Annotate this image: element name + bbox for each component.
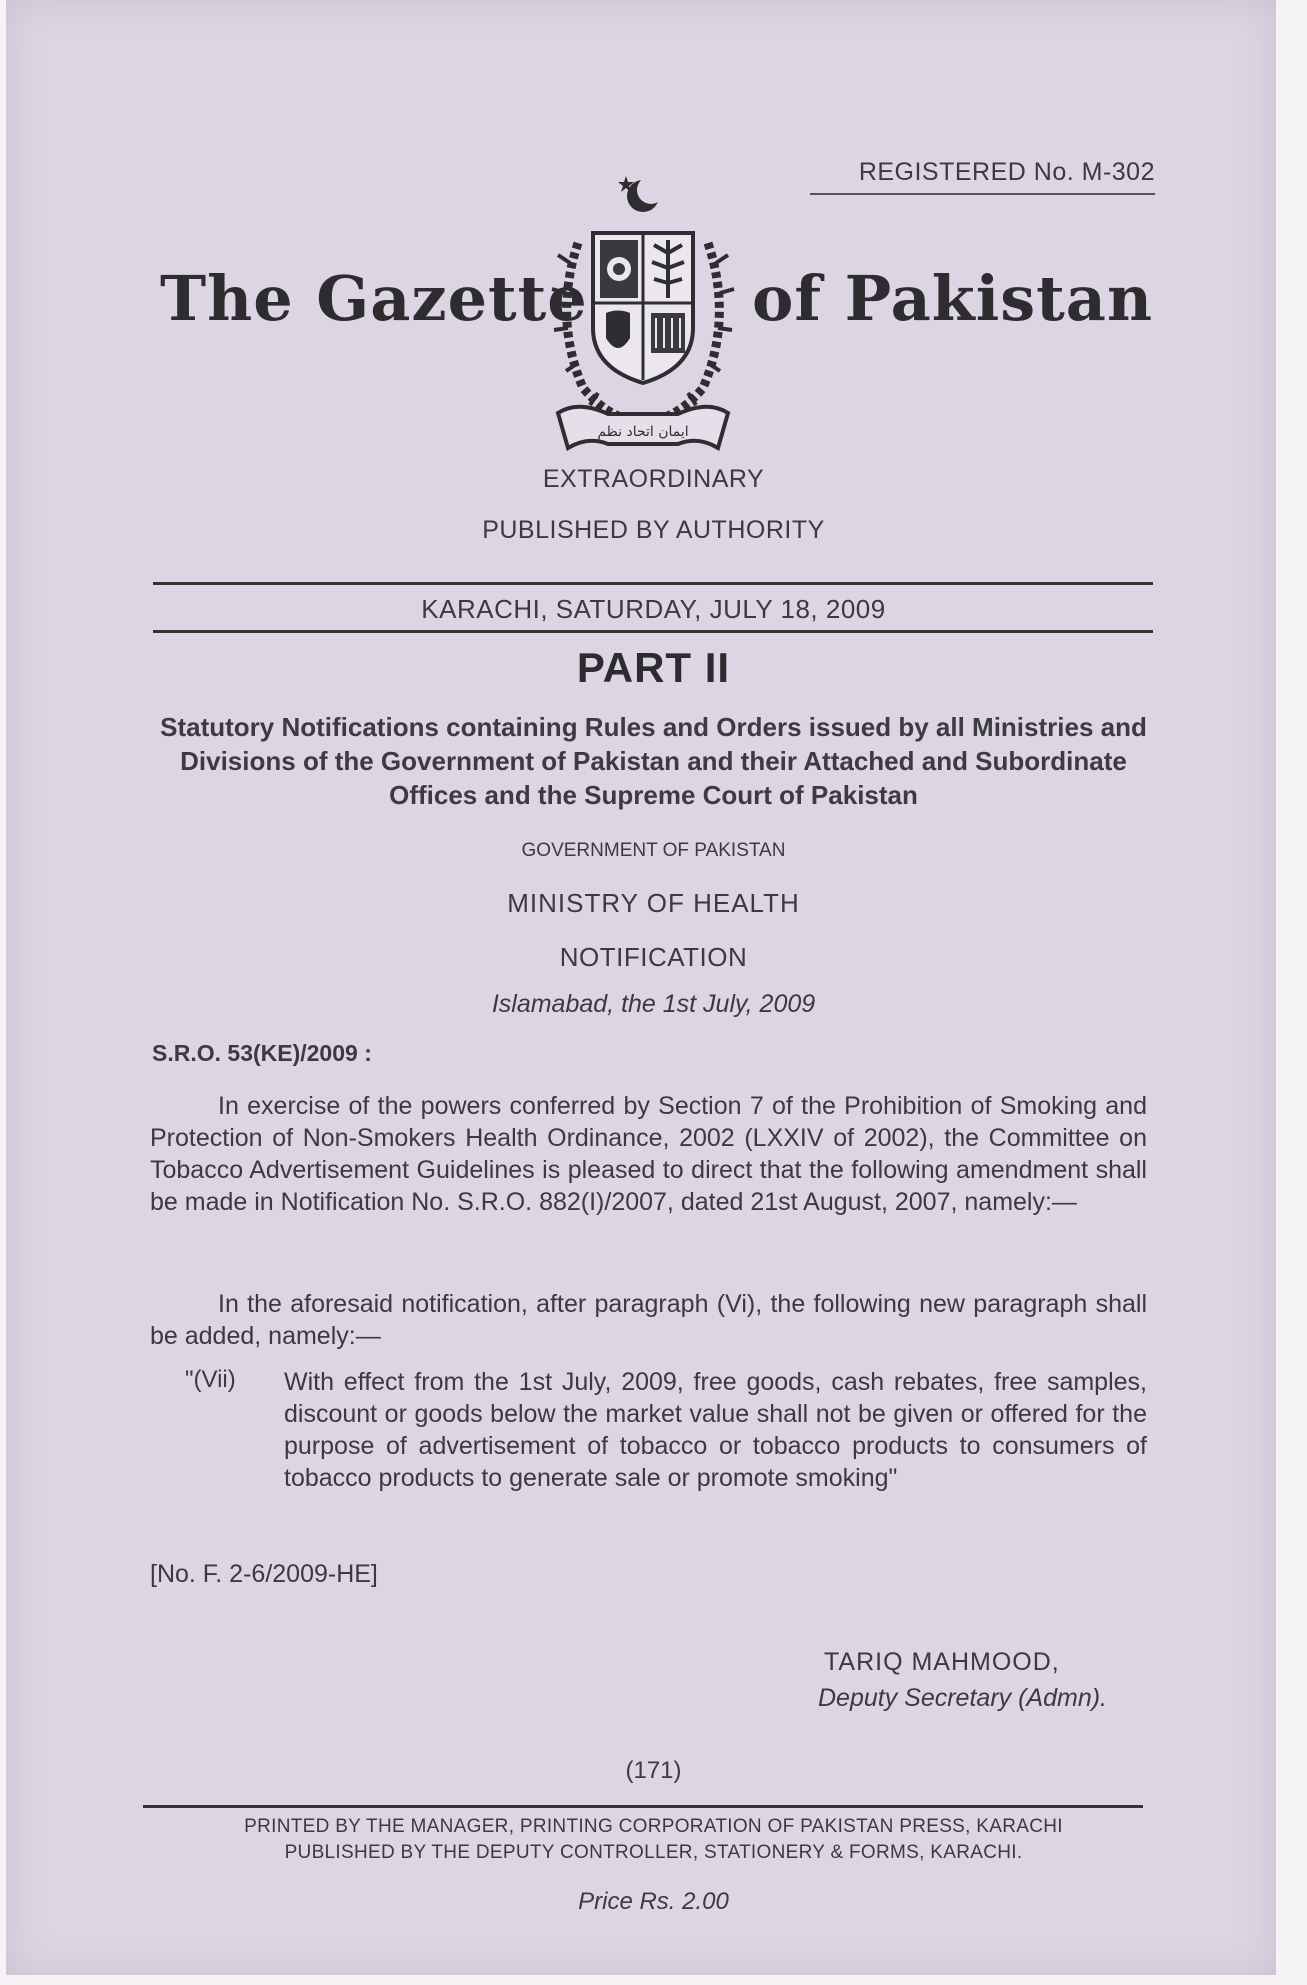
emblem-motto: ایمان اتحاد نظم bbox=[597, 424, 689, 440]
extraordinary-label: EXTRAORDINARY bbox=[542, 465, 765, 493]
new-paragraph-text: With effect from the 1st July, 2009, free goods, cash rebates, free samples, discount or goods below the market value shall not be given or offered for the purpose of advertisement of tobacco or tobacco products to consumers of tobacco products to generate sale or promote smoking" bbox=[284, 1368, 1147, 1492]
government-label: GOVERNMENT OF PAKISTAN bbox=[521, 840, 786, 861]
notification-paragraph-1: In exercise of the powers conferred by Section 7 of the Prohibition of Smoking and Protection of Non-Smokers Health Ordinance, 2002 (LXXIV of 2002), the Committee on Tobacco Advertisement Guidelines is pleased to direct that the following amendment shall be made in Notification No. S.R.O. 882(I)/2007, dated 21st August, 2007, namely:— bbox=[150, 1092, 1147, 1216]
publisher-credit: PUBLISHED BY THE DEPUTY CONTROLLER, STATIONERY & FORMS, KARACHI. bbox=[284, 1842, 1023, 1863]
publication-dateline: KARACHI, SATURDAY, JULY 18, 2009 bbox=[421, 594, 886, 624]
part-title: PART II bbox=[576, 644, 731, 691]
masthead-title-right: of Pakistan bbox=[752, 262, 1154, 335]
ministry-name: MINISTRY OF HEALTH bbox=[507, 888, 800, 918]
footer-divider bbox=[143, 1805, 1143, 1808]
bottom-divider bbox=[153, 630, 1153, 633]
price-label: Price Rs. 2.00 bbox=[578, 1888, 729, 1915]
masthead-title-left: The Gazette bbox=[160, 262, 588, 335]
signatory-title: Deputy Secretary (Admn). bbox=[818, 1684, 1107, 1712]
signatory-name: TARIQ MAHMOOD, bbox=[824, 1648, 1060, 1676]
page-number: (171) bbox=[625, 1757, 682, 1784]
state-emblem-icon bbox=[538, 168, 748, 458]
published-by-authority: PUBLISHED BY AUTHORITY bbox=[482, 516, 825, 544]
top-divider bbox=[153, 582, 1153, 585]
notification-heading: NOTIFICATION bbox=[559, 942, 748, 972]
notification-paragraph-2: In the aforesaid notification, after paragraph (Vi), the following new paragraph shall be added, namely:— bbox=[150, 1290, 1147, 1350]
registered-number: REGISTERED No. M-302 bbox=[810, 158, 1155, 195]
part-description: Statutory Notifications containing Rules and Orders issued by all Ministries and Divisions of the Government of Pakistan and their Attached and Subordinate Offices and the Supreme Court of Pakistan bbox=[160, 712, 1147, 810]
place-and-date: Islamabad, the 1st July, 2009 bbox=[491, 990, 816, 1018]
file-number: [No. F. 2-6/2009-HE] bbox=[150, 1560, 378, 1588]
sro-number: S.R.O. 53(KE)/2009 : bbox=[152, 1040, 372, 1066]
new-paragraph-number: "(Vii) bbox=[185, 1366, 236, 1393]
printer-credit: PRINTED BY THE MANAGER, PRINTING CORPORATION OF PAKISTAN PRESS, KARACHI bbox=[244, 1816, 1063, 1837]
